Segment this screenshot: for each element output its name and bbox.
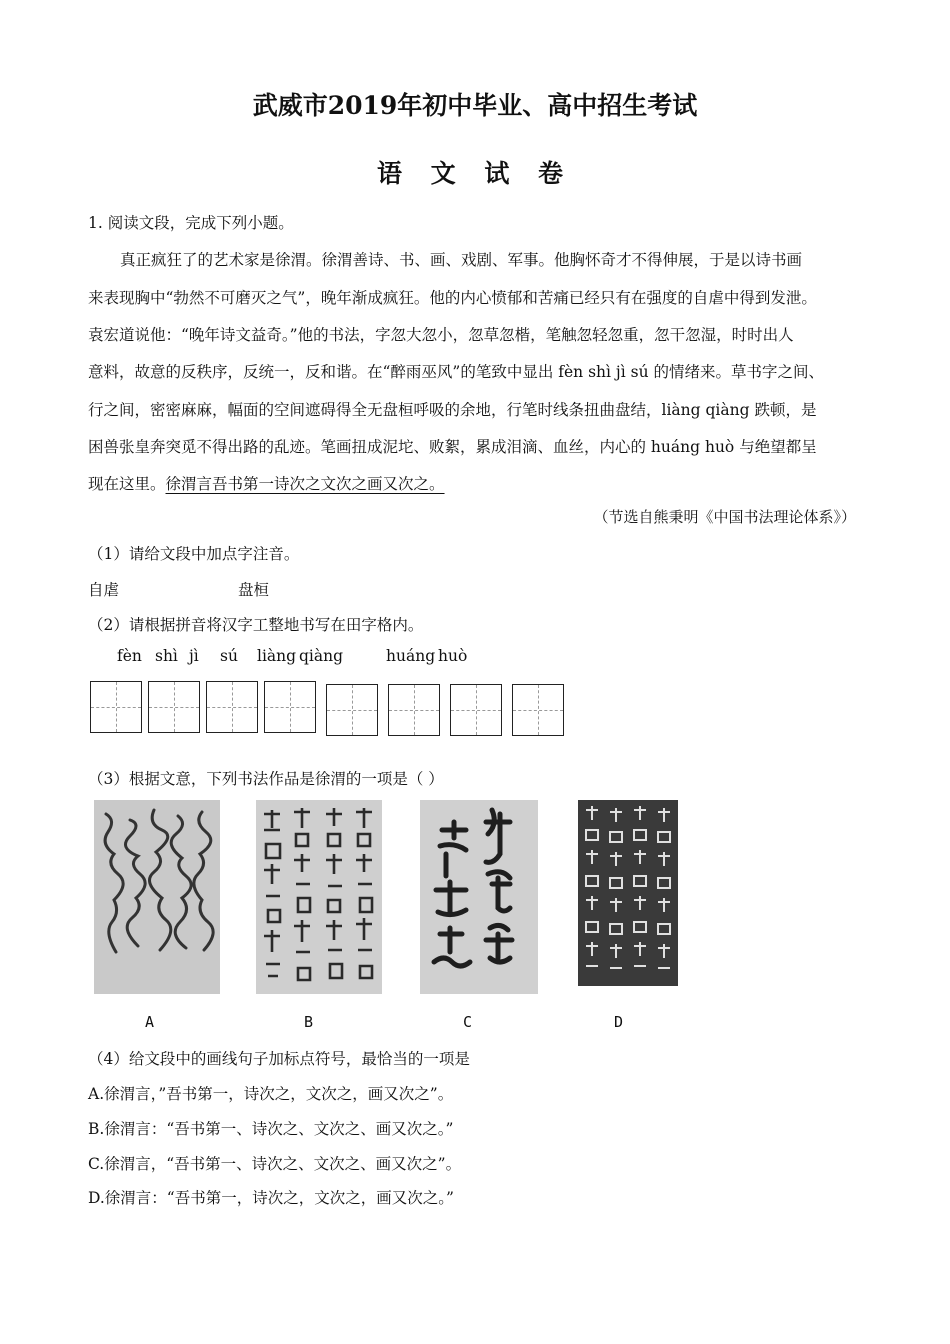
calligraphy-image-d bbox=[578, 800, 678, 986]
word-zinue: 自虐 bbox=[88, 581, 120, 599]
pinyin: sú bbox=[220, 647, 238, 665]
passage-line: 来表现胸中“勃然不可磨灭之气”，晚年渐成疯狂。他的内心愤郁和苦痛已经只有在强度的自虐中得到发泄。 bbox=[88, 289, 817, 307]
tianzige-box[interactable] bbox=[388, 684, 440, 736]
pinyin: huò bbox=[438, 647, 468, 665]
label-a: A bbox=[145, 1013, 155, 1031]
pinyin: shì bbox=[155, 647, 178, 665]
passage-line: 现在这里。 bbox=[88, 475, 166, 493]
sub3-prompt: （3）根据文意，下列书法作品是徐渭的一项是（ ） bbox=[88, 770, 444, 788]
pinyin: jì bbox=[189, 647, 199, 665]
calligraphy-image-b bbox=[256, 800, 382, 994]
source-citation: （节选自熊秉明《中国书法理论体系》） bbox=[593, 508, 856, 526]
passage-line: 袁宏道说他：“晚年诗文益奇。”他的书法，字忽大忽小，忽草忽楷，笔触忽轻忽重，忽干忽湿，时时出人 bbox=[88, 326, 794, 344]
calligraphy-image-c bbox=[420, 800, 538, 994]
option-a[interactable]: A.徐渭言，”吾书第一，诗次之，文次之，画又次之”。 bbox=[88, 1085, 454, 1103]
paper-subtitle: 语 文 试 卷 bbox=[376, 159, 574, 188]
calligraphy-image-a bbox=[94, 800, 220, 994]
question-stem: 1. 阅读文段，完成下列小题。 bbox=[88, 214, 294, 232]
passage-line: 困兽张皇奔突觅不得出路的乱迹。笔画扭成泥坨、败絮，累成泪滴、血丝，内心的 huáng huò 与绝望都呈 bbox=[88, 438, 817, 456]
tianzige-box[interactable] bbox=[450, 684, 502, 736]
pinyin: fèn bbox=[117, 647, 142, 665]
sub1-prompt: （1）请给文段中加点字注音。 bbox=[88, 545, 300, 563]
option-c[interactable]: C.徐渭言，“吾书第一、诗次之、文次之、画又次之”。 bbox=[88, 1155, 462, 1173]
passage-line-last bbox=[88, 472, 445, 494]
word-panhuan: 盘桓 bbox=[238, 581, 270, 599]
tianzige-box[interactable] bbox=[148, 681, 200, 733]
passage-line: 真正疯狂了的艺术家是徐渭。徐渭善诗、书、画、戏剧、军事。他胸怀奇才不得伸展，于是以诗书画 bbox=[120, 251, 803, 269]
sub4-prompt: （4）给文段中的画线句子加标点符号，最恰当的一项是 bbox=[88, 1050, 470, 1068]
pinyin: liàng bbox=[257, 647, 297, 665]
tianzige-box[interactable] bbox=[264, 681, 316, 733]
tianzige-box[interactable] bbox=[206, 681, 258, 733]
tianzige-box[interactable] bbox=[90, 681, 142, 733]
tianzige-box[interactable] bbox=[512, 684, 564, 736]
label-d: D bbox=[614, 1013, 624, 1031]
tianzige-box[interactable] bbox=[326, 684, 378, 736]
label-c: C bbox=[463, 1013, 473, 1031]
option-d[interactable]: D.徐渭言：“吾书第一，诗次之，文次之，画又次之。” bbox=[88, 1189, 454, 1207]
label-b: B bbox=[304, 1013, 314, 1031]
passage-line: 行之间，密密麻麻，幅面的空间遮碍得全无盘桓呼吸的余地，行笔时线条扭曲盘结，liàng qiàng 跌顿，是 bbox=[88, 401, 817, 419]
sub2-prompt: （2）请根据拼音将汉字工整地书写在田字格内。 bbox=[88, 616, 424, 634]
option-b[interactable]: B.徐渭言：“吾书第一、诗次之、文次之、画又次之。” bbox=[88, 1120, 454, 1138]
pinyin: huáng bbox=[386, 647, 436, 665]
underlined-sentence: 徐渭言吾书第一诗次之文次之画又次之。 bbox=[165, 475, 445, 493]
passage-line: 意料，故意的反秩序，反统一，反和谐。在“醉雨巫风”的笔致中显出 fèn shì jì sú 的情绪来。草书字之间、 bbox=[88, 363, 824, 381]
pinyin: qiàng bbox=[299, 647, 344, 665]
exam-title: 武威市2019年初中毕业、高中招生考试 bbox=[252, 91, 698, 120]
